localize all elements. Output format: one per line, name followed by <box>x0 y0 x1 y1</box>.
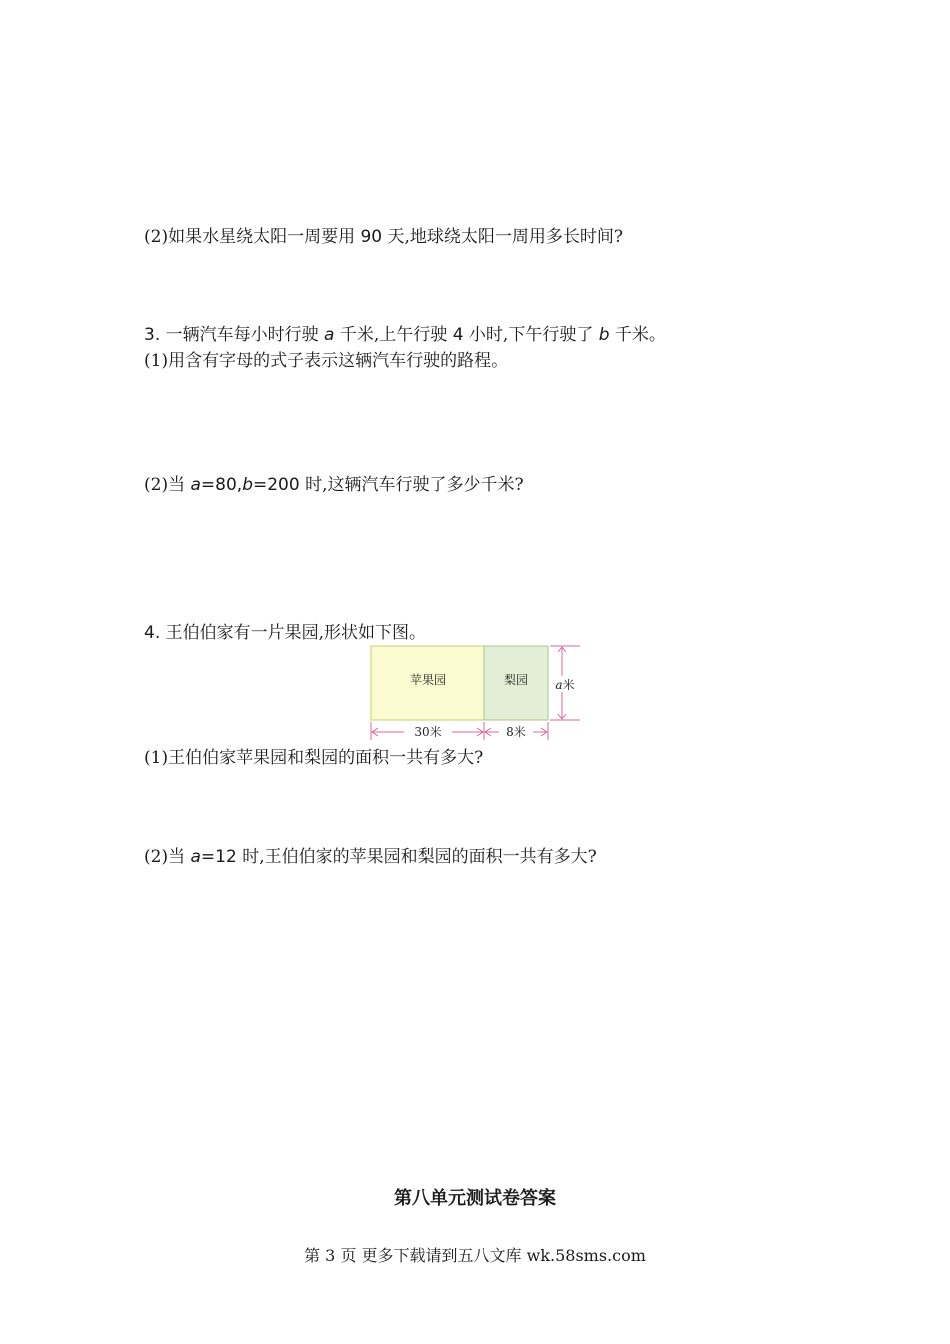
q3-stem: 3. 一辆汽车每小时行驶 a 千米,上午行驶 4 小时,下午行驶了 b 千米。 <box>144 325 666 345</box>
apple-width-label: 30米 <box>414 725 442 739</box>
answer-title: 第八单元测试卷答案 <box>394 1188 556 1209</box>
question-number: 3. <box>144 325 161 345</box>
question-number: 4. <box>144 623 161 643</box>
q4-sub2: (2)当 a=12 时,王伯伯家的苹果园和梨园的面积一共有多大? <box>144 847 597 867</box>
q4-sub1: (1)王伯伯家苹果园和梨园的面积一共有多大? <box>144 748 484 768</box>
q3-sub1: (1)用含有字母的式子表示这辆汽车行驶的路程。 <box>144 351 509 371</box>
height-label: a米 <box>555 678 575 692</box>
apple-orchard-label: 苹果园 <box>409 673 447 687</box>
q2-sub2: (2)如果水星绕太阳一周要用 90 天,地球绕太阳一周用多长时间? <box>144 227 624 247</box>
pear-orchard-label: 梨园 <box>503 673 529 687</box>
q3-sub2: (2)当 a=80,b=200 时,这辆汽车行驶了多少千米? <box>144 475 524 495</box>
pear-width-label: 8米 <box>506 725 526 739</box>
q4-stem: 4. 王伯伯家有一片果园,形状如下图。 <box>144 623 427 643</box>
page-footer: 第 3 页 更多下载请到五八文库 wk.58sms.com <box>304 1246 646 1265</box>
orchard-figure <box>368 642 584 746</box>
